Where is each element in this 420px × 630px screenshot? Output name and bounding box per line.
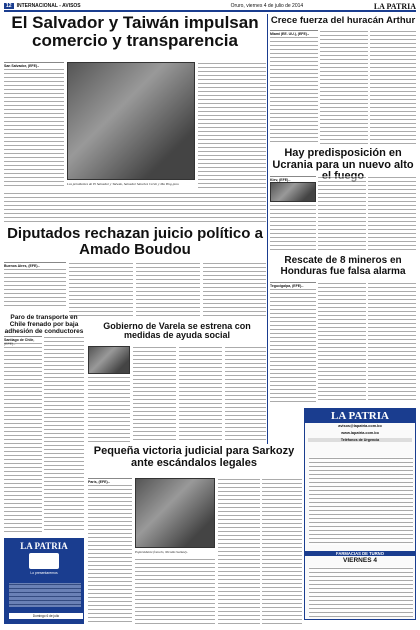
caption-main: Los presidentes de El Salvador y Taiwán, Salvador Sánchez Cerén y Ma Ying-jeou — [67, 182, 179, 186]
kicker-arthur: Miami (EE. UU.), (EFE).- — [270, 30, 318, 36]
photo-varela — [88, 346, 130, 374]
photo-ucrania — [270, 182, 316, 202]
issue-date: Oruro, viernes 4 de julio de 2014 — [230, 3, 304, 9]
page-number: 12 — [6, 3, 12, 9]
article-boudou-col3 — [136, 262, 200, 316]
article-boudou-col2 — [69, 262, 133, 316]
ad-pharmacy-title: FARMACIAS DE TURNO — [305, 551, 415, 556]
headline-boudou: Diputados rechazan juicio político a Amado Boudou — [7, 225, 263, 258]
article-arthur-col1 — [270, 36, 318, 144]
article-main-bottom — [4, 192, 266, 222]
article-sarkozy-col4 — [262, 478, 302, 624]
ad-la-patria-promo — [4, 538, 84, 624]
article-honduras-col3 — [368, 282, 416, 402]
headline-sarkozy: Pequeña victoria judicial para Sarkozy ante escándalos legales — [93, 445, 295, 469]
kicker-main: San Salvador, (EFE).- — [4, 62, 64, 68]
kicker-paro: Santiago de Chile, — [4, 336, 42, 346]
article-sarkozy-col2 — [135, 558, 215, 624]
kicker-ucrania: Kiev, (EFE).- — [270, 176, 316, 182]
headline-main: El Salvador y Taiwán impulsan comercio y transparencia — [11, 13, 259, 50]
article-ucrania-col2 — [318, 176, 366, 252]
ad-left-promo: Lo presentaremos — [30, 571, 58, 575]
article-main-col2 — [198, 62, 266, 188]
article-varela-col1 — [88, 376, 130, 442]
article-varela-col2 — [133, 346, 176, 442]
page-header — [4, 2, 416, 12]
article-honduras-col2 — [318, 282, 366, 402]
photo-main — [67, 62, 195, 180]
article-varela-col4 — [225, 346, 266, 442]
kicker-sarkozy: París, (EFE).- — [88, 478, 132, 484]
ad-left-bottom: Domingo 6 de julio — [9, 613, 83, 619]
ad-emergency-list — [309, 457, 413, 545]
article-varela-col3 — [179, 346, 222, 442]
headline-paro: Paro de transporte en Chile frenado por baja adhesión de conductores — [4, 314, 84, 336]
ad-day: VIERNES 4 — [343, 557, 377, 564]
caption-sarkozy: Expresidente francés, Nicolás Sarkozy. — [135, 550, 188, 554]
article-ucrania-col3 — [368, 176, 416, 252]
article-ucrania-col1 — [270, 204, 316, 252]
article-honduras-col1 — [270, 288, 316, 402]
section-label: INTERNACIONAL - AVISOS — [16, 3, 81, 9]
article-arthur-col3 — [370, 30, 416, 144]
kicker-honduras: Tegucigalpa, (EFE).- — [270, 282, 316, 288]
headline-honduras: Rescate de 8 mineros en Honduras fue falsa alarma — [280, 255, 406, 277]
article-boudou-col4 — [203, 262, 266, 316]
article-main-col1 — [4, 68, 64, 188]
column-divider — [267, 14, 268, 444]
ad-pharmacy-list — [309, 567, 413, 617]
ad-left-logo — [29, 553, 59, 569]
headline-varela: Gobierno de Varela se estrena con medidas de ayuda social — [103, 321, 251, 341]
kicker-boudou: Buenos Aires, (EFE).- — [4, 262, 66, 268]
article-paro-col1 — [4, 342, 42, 532]
ad-brand: LA PATRIA — [305, 409, 415, 423]
article-sarkozy-col1 — [88, 484, 132, 624]
ad-email[interactable]: avisos@lapatria.com.bo — [338, 424, 382, 428]
ad-la-patria-services — [304, 408, 416, 620]
ad-left-details — [9, 583, 81, 607]
article-boudou-col1 — [4, 268, 66, 308]
article-arthur-col2 — [320, 30, 368, 144]
headline-ucrania: Hay predisposición en Ucrania para un nuevo alto — [272, 147, 414, 171]
photo-sarkozy — [135, 478, 215, 548]
ad-emergency-title: Teléfonos de Urgencia — [308, 438, 412, 442]
masthead: LA PATRIA — [373, 1, 416, 11]
article-paro-col2 — [44, 336, 84, 532]
ad-website[interactable]: www.lapatria.com.bo — [341, 431, 379, 435]
ad-left-brand: LA PATRIA — [20, 541, 68, 551]
article-sarkozy-col3 — [218, 478, 260, 624]
headline-arthur: Crece fuerza del huracán Arthur — [270, 15, 416, 26]
